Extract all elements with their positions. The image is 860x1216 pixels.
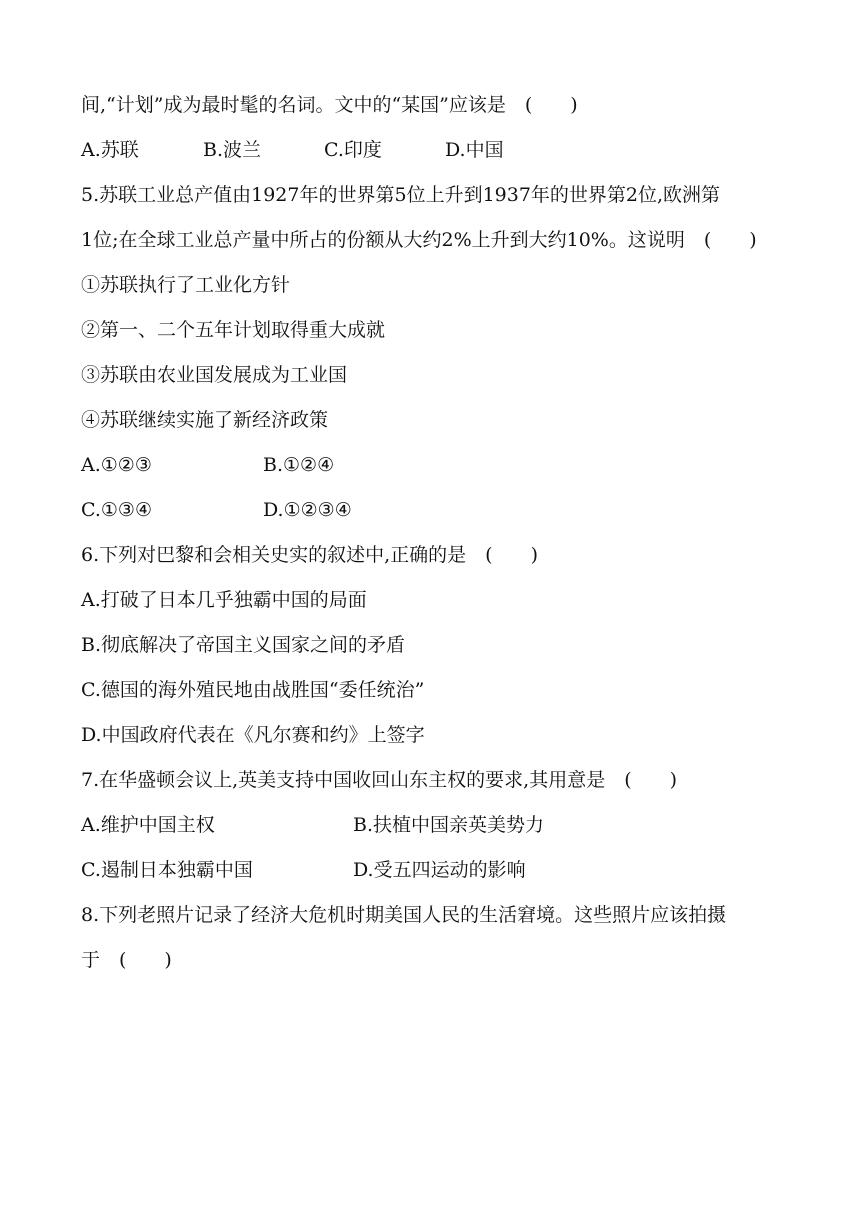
q6-option-d: D.中国政府代表在《凡尔赛和约》上签字 bbox=[81, 724, 425, 746]
q4-option-a: A.苏联 bbox=[81, 139, 139, 161]
q5-statement-4: ④苏联继续实施了新经济政策 bbox=[81, 409, 329, 431]
q4-option-c: C.印度 bbox=[324, 139, 382, 161]
q6-stem: 6.下列对巴黎和会相关史实的叙述中,正确的是 ( ) bbox=[81, 544, 538, 566]
q5-option-d: D.①②③④ bbox=[263, 499, 352, 521]
q4-option-b: B.波兰 bbox=[203, 139, 262, 161]
q7-stem: 7.在华盛顿会议上,英美支持中国收回山东主权的要求,其用意是 ( ) bbox=[81, 769, 678, 791]
q7-option-d: D.受五四运动的影响 bbox=[353, 859, 526, 881]
q8-stem-line2: 于 ( ) bbox=[81, 949, 172, 971]
q5-stem-line2: 1位;在全球工业总产量中所占的份额从大约2%上升到大约10%。这说明 ( ) bbox=[81, 229, 757, 251]
q6-option-b: B.彻底解决了帝国主义国家之间的矛盾 bbox=[81, 634, 406, 656]
q5-option-a: A.①②③ bbox=[81, 454, 152, 476]
q5-stem-line1: 5.苏联工业总产值由1927年的世界第5位上升到1937年的世界第2位,欧洲第 bbox=[81, 184, 721, 206]
q5-statement-2: ②第一、二个五年计划取得重大成就 bbox=[81, 319, 386, 341]
q4-option-d: D.中国 bbox=[445, 139, 504, 161]
q4-stem-end: 间,“计划”成为最时髦的名词。文中的“某国”应该是 ( ) bbox=[81, 94, 578, 116]
q5-option-c: C.①③④ bbox=[81, 499, 152, 521]
q5-option-b: B.①②④ bbox=[263, 454, 335, 476]
q6-option-a: A.打破了日本几乎独霸中国的局面 bbox=[81, 589, 367, 611]
q7-option-b: B.扶植中国亲英美势力 bbox=[353, 814, 545, 836]
q5-statement-1: ①苏联执行了工业化方针 bbox=[81, 274, 291, 296]
q5-statement-3: ③苏联由农业国发展成为工业国 bbox=[81, 364, 348, 386]
q6-option-c: C.德国的海外殖民地由战胜国“委任统治” bbox=[81, 679, 425, 701]
q7-option-a: A.维护中国主权 bbox=[81, 814, 215, 836]
q7-option-c: C.遏制日本独霸中国 bbox=[81, 859, 253, 881]
q8-stem-line1: 8.下列老照片记录了经济大危机时期美国人民的生活窘境。这些照片应该拍摄 bbox=[81, 904, 727, 926]
